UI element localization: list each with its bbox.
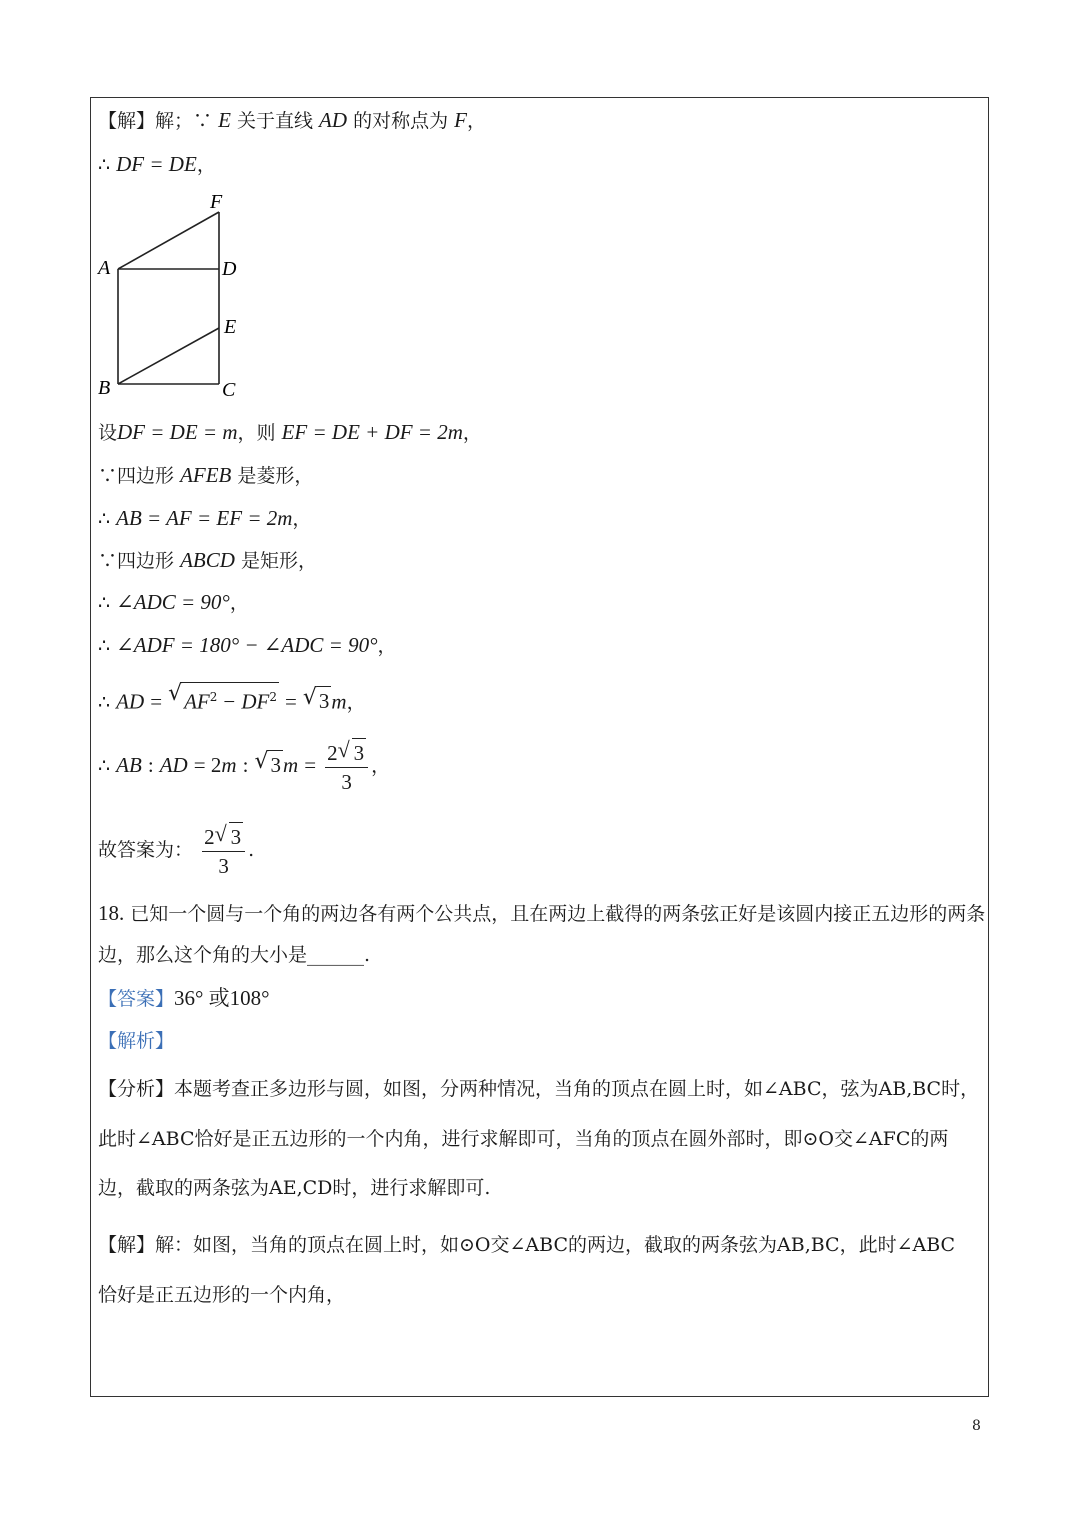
- answer-tag: 【答案】: [98, 988, 175, 1010]
- label-c: C: [222, 379, 236, 401]
- label-d: D: [222, 258, 237, 280]
- label-f: F: [210, 191, 223, 213]
- solution-line-1: 【解】解；∵ E 关于直线 AD 的对称点为 F，: [98, 108, 486, 132]
- question-18-line-1: 18. 已知一个圆与一个角的两边各有两个公共点，且在两边上截得的两条弦正好是该圆内接正五边形的两条: [98, 901, 986, 925]
- fenxi-line-1: 【分析】本题考查正多边形与圆，如图，分两种情况，当角的顶点在圆上时，如∠ABC，弦为AB,BC时，: [98, 1078, 980, 1100]
- fenxi-line-2: 此时∠ABC恰好是正五边形的一个内角，进行求解即可，当角的顶点在圆外部时，即⊙O交∠AFC的两: [98, 1128, 949, 1150]
- geometry-figure: [92, 188, 252, 408]
- solution-line-5: ∴ AB = AF = EF = 2m，: [98, 506, 312, 530]
- jie-line-2: 恰好是正五边形的一个内角，: [98, 1284, 346, 1306]
- final-answer-line: 故答案为： 2 √ 3 3 .: [98, 821, 255, 878]
- fenxi-line-3: 边，截取的两条弦为AE,CD时，进行求解即可.: [98, 1177, 491, 1199]
- solution-line-4: ∵四边形 AFEB 是菱形，: [98, 463, 314, 487]
- solution-line-6: ∵四边形 ABCD 是矩形，: [98, 548, 317, 572]
- label-a: A: [98, 257, 111, 279]
- page-number: 8: [972, 1418, 981, 1434]
- jie-line-1: 【解】解：如图，当角的顶点在圆上时，如⊙O交∠ABC的两边，截取的两条弦为AB,BC，此时∠ABC: [98, 1234, 956, 1256]
- solution-line-10: ∴ AB : AD = 2m : √ 3m = 2 √ 3 3 ，: [98, 737, 391, 794]
- label-e: E: [224, 316, 237, 338]
- answer-line: 【答案】36° 或108°: [98, 986, 270, 1010]
- segment-be: [118, 328, 219, 384]
- question-18-line-2: 边，那么这个角的大小是______.: [98, 944, 371, 966]
- segment-af: [118, 212, 219, 269]
- solution-line-3: 设DF = DE = m，则 EF = DE + DF = 2m，: [98, 420, 482, 444]
- solution-line-9: ∴ AD = √ $AF^2 - DF^2$ = √ 3m，: [98, 682, 366, 716]
- label-b: B: [98, 377, 111, 399]
- analysis-line: [98, 1027, 174, 1055]
- analysis-tag: 【解析】: [98, 1030, 175, 1052]
- solution-line-7: ∴ ∠ADC = 90°，: [98, 590, 249, 614]
- solution-tag: 【解】: [98, 110, 156, 132]
- solution-line-2: ∴ DF = DE，: [98, 152, 216, 176]
- solution-line-8: ∴ ∠ADF = 180° − ∠ADC = 90°，: [98, 633, 397, 657]
